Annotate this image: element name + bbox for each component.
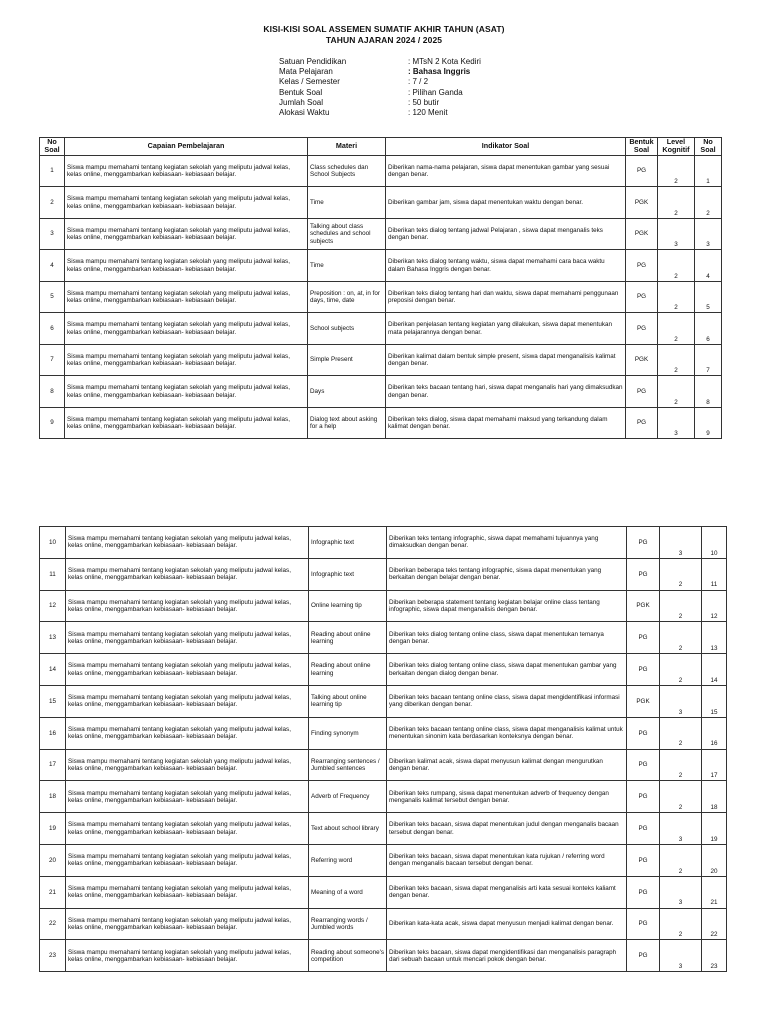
cell-capaian: Siswa mampu memahami tentang kegiatan sekolah yang meliputu jadwal kelas, kelas online, menggambarkan kebiasaan- kebiasaan belajar. xyxy=(66,781,309,813)
cell-level-kognitif: 3 xyxy=(660,813,702,845)
cell-level-kognitif: 2 xyxy=(658,313,695,345)
cell-no-soal-2: 6 xyxy=(695,313,722,345)
cell-no-soal-2: 20 xyxy=(702,844,727,876)
cell-level-kognitif: 3 xyxy=(660,876,702,908)
cell-materi: Talking about class schedules and school subjects xyxy=(308,218,386,250)
cell-capaian: Siswa mampu memahami tentang kegiatan sekolah yang meliputu jadwal kelas, kelas online, menggambarkan kebiasaan- kebiasaan belajar. xyxy=(65,344,308,376)
cell-no-soal-2: 18 xyxy=(702,781,727,813)
cell-capaian: Siswa mampu memahami tentang kegiatan sekolah yang meliputu jadwal kelas, kelas online, menggambarkan kebiasaan- kebiasaan belajar. xyxy=(66,717,309,749)
cell-bentuk-soal: PG xyxy=(627,749,660,781)
table-row xyxy=(40,187,722,219)
info-block xyxy=(279,57,481,118)
cell-bentuk-soal: PGK xyxy=(626,344,658,376)
cell-no-soal: 23 xyxy=(40,940,66,972)
info-label: Kelas / Semester xyxy=(279,77,340,87)
cell-indikator: Diberikan teks bacaan tentang online class, siswa dapat menganalisis kalimat untuk menentukan sinonim kata berdasarkan konteksnya dengan benar. xyxy=(387,717,627,749)
header-indikator: Indikator Soal xyxy=(386,138,626,156)
cell-bentuk-soal: PG xyxy=(627,908,660,940)
header-level-kognitif: Level Kognitif xyxy=(658,138,695,156)
cell-bentuk-soal: PG xyxy=(627,940,660,972)
cell-no-soal-2: 14 xyxy=(702,654,727,686)
table-row xyxy=(40,940,727,972)
cell-capaian: Siswa mampu memahami tentang kegiatan sekolah yang meliputu jadwal kelas, kelas online, menggambarkan kebiasaan- kebiasaan belajar. xyxy=(66,940,309,972)
cell-capaian: Siswa mampu memahami tentang kegiatan sekolah yang meliputu jadwal kelas, kelas online, menggambarkan kebiasaan- kebiasaan belajar. xyxy=(65,155,308,187)
table-row xyxy=(40,250,722,282)
cell-capaian: Siswa mampu memahami tentang kegiatan sekolah yang meliputu jadwal kelas, kelas online, menggambarkan kebiasaan- kebiasaan belajar. xyxy=(66,685,309,717)
cell-indikator: Diberikan gambar jam, siswa dapat menentukan waktu dengan benar. xyxy=(386,187,626,219)
table-row xyxy=(40,876,727,908)
cell-materi: Online learning tip xyxy=(309,590,387,622)
cell-level-kognitif: 2 xyxy=(658,376,695,408)
cell-no-soal-2: 4 xyxy=(695,250,722,282)
cell-level-kognitif: 2 xyxy=(660,590,702,622)
cell-no-soal: 4 xyxy=(40,250,65,282)
cell-level-kognitif: 2 xyxy=(660,654,702,686)
cell-capaian: Siswa mampu memahami tentang kegiatan sekolah yang meliputu jadwal kelas, kelas online, menggambarkan kebiasaan- kebiasaan belajar. xyxy=(65,187,308,219)
table-row xyxy=(40,749,727,781)
cell-indikator: Diberikan teks bacaan, siswa dapat menentukan kata rujukan / referring word dengan menganalis bacaan tersebut dengan benar. xyxy=(387,844,627,876)
cell-indikator: Diberikan teks dialog tentang hari dan waktu, siswa dapat memahami penggunaan preposisi dengan benar. xyxy=(386,281,626,313)
table-row xyxy=(40,313,722,345)
cell-bentuk-soal: PG xyxy=(627,781,660,813)
table-row xyxy=(40,781,727,813)
table-row xyxy=(40,155,722,187)
cell-no-soal-2: 3 xyxy=(695,218,722,250)
cell-no-soal-2: 19 xyxy=(702,813,727,845)
cell-no-soal-2: 5 xyxy=(695,281,722,313)
cell-indikator: Diberikan teks dialog tentang jadwal Pelajaran , siswa dapat menganalis teks dengan benar. xyxy=(386,218,626,250)
cell-no-soal-2: 15 xyxy=(702,685,727,717)
cell-level-kognitif: 3 xyxy=(658,407,695,439)
cell-level-kognitif: 2 xyxy=(660,908,702,940)
cell-indikator: Diberikan teks rumpang, siswa dapat menentukan adverb of frequency dengan menganalis kalimat tersebut dengan benar. xyxy=(387,781,627,813)
table-row xyxy=(40,590,727,622)
cell-bentuk-soal: PG xyxy=(627,622,660,654)
cell-bentuk-soal: PGK xyxy=(627,685,660,717)
table-row xyxy=(40,344,722,376)
cell-capaian: Siswa mampu memahami tentang kegiatan sekolah yang meliputu jadwal kelas, kelas online, menggambarkan kebiasaan- kebiasaan belajar. xyxy=(65,407,308,439)
cell-no-soal: 8 xyxy=(40,376,65,408)
table-row xyxy=(40,844,727,876)
cell-indikator: Diberikan teks dialog tentang online class, siswa dapat menentukan temanya dengan benar. xyxy=(387,622,627,654)
cell-capaian: Siswa mampu memahami tentang kegiatan sekolah yang meliputu jadwal kelas, kelas online, menggambarkan kebiasaan- kebiasaan belajar. xyxy=(65,250,308,282)
document-title: KISI-KISI SOAL ASSEMEN SUMATIF AKHIR TAHUN (ASAT) xyxy=(263,24,505,34)
cell-indikator: Diberikan teks bacaan, siswa dapat menentukan judul dengan menganalis bacaan tersebut dengan benar. xyxy=(387,813,627,845)
cell-bentuk-soal: PG xyxy=(627,844,660,876)
cell-bentuk-soal: PGK xyxy=(627,590,660,622)
cell-no-soal-2: 11 xyxy=(702,558,727,590)
table-row xyxy=(40,654,727,686)
table-body-page-2 xyxy=(40,527,727,972)
cell-indikator: Diberikan teks tentang infographic, siswa dapat memahami tujuannya yang dimaksudkan dengan benar. xyxy=(387,527,627,559)
cell-level-kognitif: 2 xyxy=(660,717,702,749)
table-row xyxy=(40,376,722,408)
cell-level-kognitif: 2 xyxy=(658,281,695,313)
cell-indikator: Diberikan teks bacaan, siswa dapat mengidentifikasi dan menganalisis paragraph dari sebuah bacaan untuk mencari pokok dengan benar. xyxy=(387,940,627,972)
cell-materi: Time xyxy=(308,187,386,219)
info-value: : Pilihan Ganda xyxy=(408,87,463,97)
cell-materi: Reading about online learning xyxy=(309,622,387,654)
cell-materi: Days xyxy=(308,376,386,408)
table-row xyxy=(40,622,727,654)
cell-bentuk-soal: PG xyxy=(627,558,660,590)
info-row xyxy=(279,77,481,87)
cell-level-kognitif: 2 xyxy=(658,187,695,219)
cell-no-soal: 1 xyxy=(40,155,65,187)
cell-capaian: Siswa mampu memahami tentang kegiatan sekolah yang meliputu jadwal kelas, kelas online, menggambarkan kebiasaan- kebiasaan belajar. xyxy=(66,749,309,781)
cell-bentuk-soal: PG xyxy=(626,250,658,282)
cell-bentuk-soal: PG xyxy=(627,717,660,749)
cell-bentuk-soal: PG xyxy=(626,313,658,345)
table-row xyxy=(40,685,727,717)
cell-capaian: Siswa mampu memahami tentang kegiatan sekolah yang meliputu jadwal kelas, kelas online, menggambarkan kebiasaan- kebiasaan belajar. xyxy=(66,527,309,559)
cell-no-soal-2: 10 xyxy=(702,527,727,559)
cell-materi: Infographic text xyxy=(309,558,387,590)
kisi-table-page-2 xyxy=(39,526,727,972)
cell-no-soal-2: 21 xyxy=(702,876,727,908)
table-row xyxy=(40,717,727,749)
cell-capaian: Siswa mampu memahami tentang kegiatan sekolah yang meliputu jadwal kelas, kelas online, menggambarkan kebiasaan- kebiasaan belajar. xyxy=(66,813,309,845)
cell-no-soal: 2 xyxy=(40,187,65,219)
cell-level-kognitif: 2 xyxy=(660,781,702,813)
info-row xyxy=(279,57,481,67)
cell-no-soal: 15 xyxy=(40,685,66,717)
info-label: Jumlah Soal xyxy=(279,97,324,107)
cell-materi: Preposition : on, at, in for days, time, date xyxy=(308,281,386,313)
cell-no-soal-2: 9 xyxy=(695,407,722,439)
cell-capaian: Siswa mampu memahami tentang kegiatan sekolah yang meliputu jadwal kelas, kelas online, menggambarkan kebiasaan- kebiasaan belajar. xyxy=(66,908,309,940)
info-label: Alokasi Waktu xyxy=(279,107,330,117)
cell-no-soal: 3 xyxy=(40,218,65,250)
cell-indikator: Diberikan teks bacaan tentang online class, siswa dapat mengidentifikasi informasi yang diberikan dengan benar. xyxy=(387,685,627,717)
cell-level-kognitif: 2 xyxy=(658,250,695,282)
cell-no-soal: 16 xyxy=(40,717,66,749)
cell-materi: Class schedules dan School Subjects xyxy=(308,155,386,187)
cell-level-kognitif: 2 xyxy=(658,344,695,376)
cell-indikator: Diberikan kata-kata acak, siswa dapat menyusun menjadi kalimat dengan benar. xyxy=(387,908,627,940)
cell-materi: Infographic text xyxy=(309,527,387,559)
cell-materi: Reading about someone's competition xyxy=(309,940,387,972)
cell-indikator: Diberikan nama-nama pelajaran, siswa dapat menentukan gambar yang sesuai dengan benar. xyxy=(386,155,626,187)
cell-bentuk-soal: PG xyxy=(626,376,658,408)
cell-capaian: Siswa mampu memahami tentang kegiatan sekolah yang meliputu jadwal kelas, kelas online, menggambarkan kebiasaan- kebiasaan belajar. xyxy=(66,622,309,654)
info-value: : 7 / 2 xyxy=(408,77,429,87)
cell-no-soal: 9 xyxy=(40,407,65,439)
info-row xyxy=(279,88,481,98)
cell-capaian: Siswa mampu memahami tentang kegiatan sekolah yang meliputu jadwal kelas, kelas online, menggambarkan kebiasaan- kebiasaan belajar. xyxy=(65,313,308,345)
cell-no-soal: 7 xyxy=(40,344,65,376)
cell-materi: Adverb of Frequency xyxy=(309,781,387,813)
table-row xyxy=(40,908,727,940)
kisi-table-page-1 xyxy=(39,137,722,439)
cell-materi: Rearranging sentences / Jumbled sentences xyxy=(309,749,387,781)
info-row xyxy=(279,98,481,108)
cell-bentuk-soal: PG xyxy=(627,813,660,845)
cell-capaian: Siswa mampu memahami tentang kegiatan sekolah yang meliputu jadwal kelas, kelas online, menggambarkan kebiasaan- kebiasaan belajar. xyxy=(66,558,309,590)
cell-no-soal-2: 7 xyxy=(695,344,722,376)
cell-indikator: Diberikan teks dialog tentang online class, siswa dapat menentukan gambar yang berkaitan dengan dialog dengan benar. xyxy=(387,654,627,686)
info-label: Bentuk Soal xyxy=(279,87,323,97)
cell-no-soal-2: 8 xyxy=(695,376,722,408)
cell-capaian: Siswa mampu memahami tentang kegiatan sekolah yang meliputu jadwal kelas, kelas online, menggambarkan kebiasaan- kebiasaan belajar. xyxy=(66,876,309,908)
cell-indikator: Diberikan teks dialog, siswa dapat memahami maksud yang terkandung dalam kalimat dengan benar. xyxy=(386,407,626,439)
cell-no-soal-2: 16 xyxy=(702,717,727,749)
header-capaian: Capaian Pembelajaran xyxy=(65,138,308,156)
cell-materi: School subjects xyxy=(308,313,386,345)
cell-indikator: Diberikan kalimat acak, siswa dapat menyusun kalimat dengan mengurutkan dengan benar. xyxy=(387,749,627,781)
table-row xyxy=(40,813,727,845)
cell-no-soal: 12 xyxy=(40,590,66,622)
cell-no-soal-2: 17 xyxy=(702,749,727,781)
cell-bentuk-soal: PG xyxy=(627,876,660,908)
cell-materi: Talking about online learning tip xyxy=(309,685,387,717)
cell-materi: Meaning of a word xyxy=(309,876,387,908)
cell-materi: Simple Present xyxy=(308,344,386,376)
cell-materi: Rearranging words / Jumbled words xyxy=(309,908,387,940)
cell-bentuk-soal: PG xyxy=(626,155,658,187)
cell-no-soal-2: 12 xyxy=(702,590,727,622)
cell-indikator: Diberikan teks dialog tentang waktu, siswa dapat memahami cara baca waktu dalam Bahasa Inggris dengan benar. xyxy=(386,250,626,282)
cell-bentuk-soal: PG xyxy=(626,281,658,313)
cell-no-soal: 22 xyxy=(40,908,66,940)
cell-no-soal-2: 13 xyxy=(702,622,727,654)
cell-no-soal: 10 xyxy=(40,527,66,559)
document-subtitle: TAHUN AJARAN 2024 / 2025 xyxy=(325,35,443,45)
cell-capaian: Siswa mampu memahami tentang kegiatan sekolah yang meliputu jadwal kelas, kelas online, menggambarkan kebiasaan- kebiasaan belajar. xyxy=(65,218,308,250)
cell-bentuk-soal: PG xyxy=(627,527,660,559)
info-value: : 120 Menit xyxy=(408,107,448,117)
info-value: : Bahasa Inggris xyxy=(408,67,471,77)
table-header-row xyxy=(40,138,722,156)
header-materi: Materi xyxy=(308,138,386,156)
cell-no-soal: 14 xyxy=(40,654,66,686)
header-bentuk-soal: Bentuk Soal xyxy=(626,138,658,156)
cell-indikator: Diberikan teks bacaan tentang hari, siswa dapat menganalis hari yang dimaksudkan dengan benar. xyxy=(386,376,626,408)
cell-materi: Time xyxy=(308,250,386,282)
cell-level-kognitif: 2 xyxy=(660,844,702,876)
cell-materi: Dialog text about asking for a help xyxy=(308,407,386,439)
cell-indikator: Diberikan beberapa statement tentang kegiatan belajar online class tentang infographic, siswa dapat menganalisis dengan benar. xyxy=(387,590,627,622)
header-no-soal: No Soal xyxy=(40,138,65,156)
cell-no-soal-2: 23 xyxy=(702,940,727,972)
cell-bentuk-soal: PG xyxy=(626,407,658,439)
cell-level-kognitif: 3 xyxy=(660,527,702,559)
cell-indikator: Diberikan beberapa teks tentang infographic, siswa dapat menentukan yang berkaitan dengan belajar dengan benar. xyxy=(387,558,627,590)
info-label: Satuan Pendidikan xyxy=(279,57,347,66)
cell-bentuk-soal: PGK xyxy=(626,218,658,250)
cell-capaian: Siswa mampu memahami tentang kegiatan sekolah yang meliputu jadwal kelas, kelas online, menggambarkan kebiasaan- kebiasaan belajar. xyxy=(66,844,309,876)
cell-level-kognitif: 3 xyxy=(660,940,702,972)
cell-no-soal: 18 xyxy=(40,781,66,813)
cell-no-soal: 5 xyxy=(40,281,65,313)
table-body-page-1 xyxy=(40,155,722,439)
cell-capaian: Siswa mampu memahami tentang kegiatan sekolah yang meliputu jadwal kelas, kelas online, menggambarkan kebiasaan- kebiasaan belajar. xyxy=(65,281,308,313)
cell-bentuk-soal: PGK xyxy=(626,187,658,219)
table-row xyxy=(40,407,722,439)
cell-materi: Finding synonym xyxy=(309,717,387,749)
table-row xyxy=(40,281,722,313)
info-row xyxy=(279,108,481,118)
info-row xyxy=(279,67,481,77)
cell-no-soal: 21 xyxy=(40,876,66,908)
cell-level-kognitif: 2 xyxy=(660,749,702,781)
header-no-soal-2: No Soal xyxy=(695,138,722,156)
cell-no-soal: 19 xyxy=(40,813,66,845)
cell-capaian: Siswa mampu memahami tentang kegiatan sekolah yang meliputu jadwal kelas, kelas online, menggambarkan kebiasaan- kebiasaan belajar. xyxy=(65,376,308,408)
table-row xyxy=(40,527,727,559)
cell-indikator: Diberikan penjelasan tentang kegiatan yang dilakukan, siswa dapat menentukan mata pelajarannya dengan benar. xyxy=(386,313,626,345)
cell-level-kognitif: 2 xyxy=(660,622,702,654)
cell-capaian: Siswa mampu memahami tentang kegiatan sekolah yang meliputu jadwal kelas, kelas online, menggambarkan kebiasaan- kebiasaan belajar. xyxy=(66,654,309,686)
cell-no-soal: 13 xyxy=(40,622,66,654)
cell-level-kognitif: 3 xyxy=(660,685,702,717)
cell-materi: Text about school library xyxy=(309,813,387,845)
cell-level-kognitif: 3 xyxy=(658,218,695,250)
info-label: Mata Pelajaran xyxy=(279,67,333,77)
cell-level-kognitif: 2 xyxy=(660,558,702,590)
table-row xyxy=(40,218,722,250)
cell-level-kognitif: 2 xyxy=(658,155,695,187)
cell-capaian: Siswa mampu memahami tentang kegiatan sekolah yang meliputu jadwal kelas, kelas online, menggambarkan kebiasaan- kebiasaan belajar. xyxy=(66,590,309,622)
cell-no-soal: 6 xyxy=(40,313,65,345)
cell-bentuk-soal: PG xyxy=(627,654,660,686)
cell-no-soal: 17 xyxy=(40,749,66,781)
cell-no-soal: 11 xyxy=(40,558,66,590)
cell-materi: Referring word xyxy=(309,844,387,876)
cell-no-soal-2: 2 xyxy=(695,187,722,219)
cell-no-soal-2: 22 xyxy=(702,908,727,940)
info-value: : MTsN 2 Kota Kediri xyxy=(408,57,481,66)
cell-no-soal-2: 1 xyxy=(695,155,722,187)
cell-no-soal: 20 xyxy=(40,844,66,876)
info-value: : 50 butir xyxy=(408,97,440,107)
table-row xyxy=(40,558,727,590)
cell-materi: Reading about online learning xyxy=(309,654,387,686)
cell-indikator: Diberikan teks bacaan, siswa dapat menganalisis arti kata sesuai konteks kaliamt dengan benar. xyxy=(387,876,627,908)
cell-indikator: Diberikan kalimat dalam bentuk simple present, siswa dapat menganalisis kalimat dengan benar. xyxy=(386,344,626,376)
